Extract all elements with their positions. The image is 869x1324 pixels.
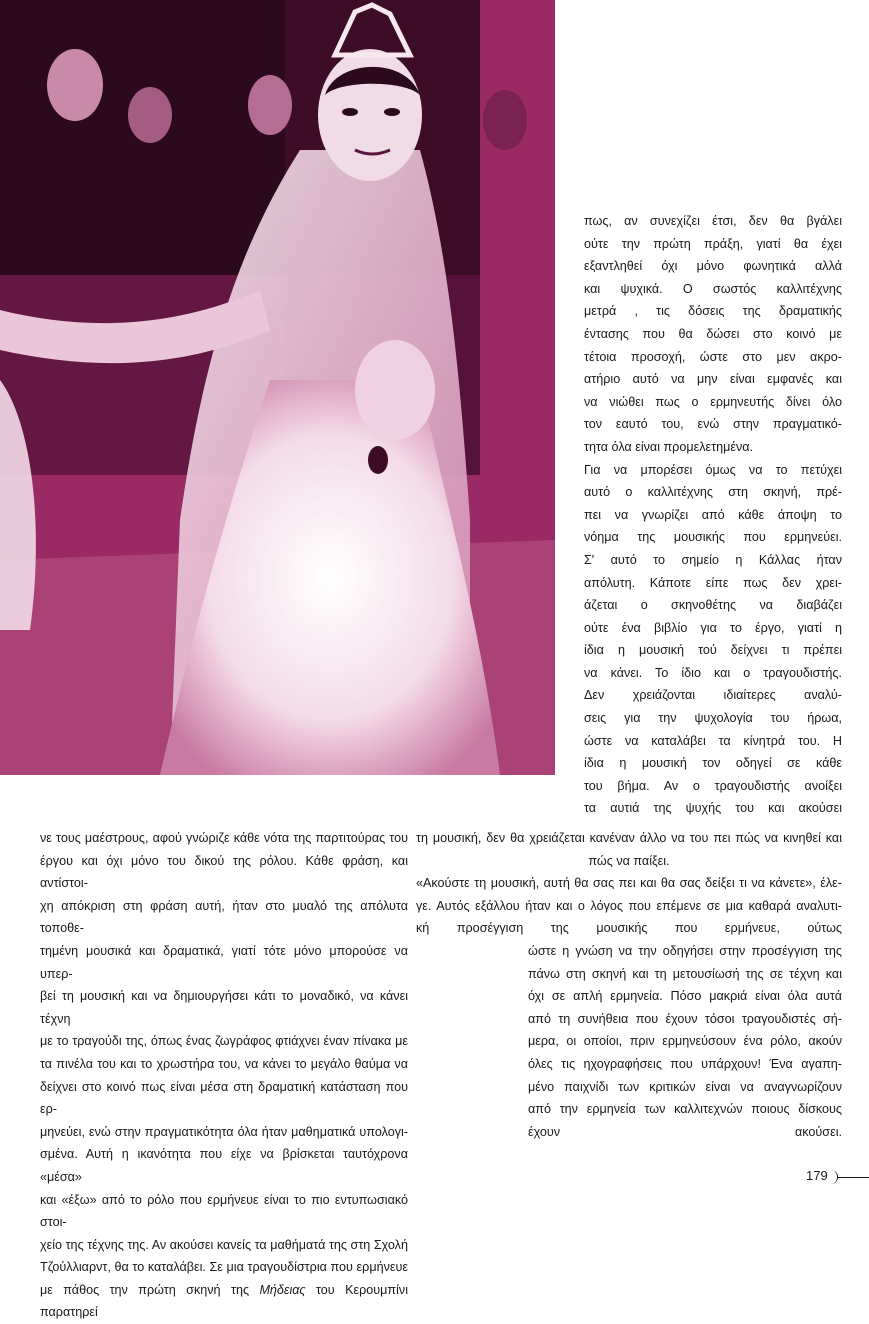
text-line: πώς να παίξει.	[588, 853, 670, 868]
photo-callas-medea	[0, 0, 555, 775]
text-line: και ψυχικά. Ο σωστός καλλιτέχνης	[584, 281, 842, 296]
text-line: ίδια η μουσική τού δείχνει τι πρέπει	[584, 643, 842, 658]
text-line: δείχνει στο κοινό πως είναι μέσα στη δραματική κατάσταση που ερ-	[40, 1079, 408, 1117]
text-line: αυτό ο καλλιτέχνης στη σκηνή, πρέ-	[584, 485, 842, 500]
text-line: νόημα της μουσικής που ερμηνεύει.	[584, 530, 842, 545]
text-line: ούτε την πρώτη πράξη, γιατί θα έχει	[584, 236, 842, 251]
text-line: ούτε ένα βιβλίο για το έργο, γιατί η	[584, 620, 842, 635]
text-line: έργου και όχι μόνο του δικού της ρόλου. Κάθε φράση, και αντίστοι-	[40, 853, 408, 891]
text-line: βεί τη μουσική και να δημιουργήσει κάτι το μοναδικό, να κάνει τέχνη	[40, 989, 408, 1026]
text-line: του βήμα. Αν ο τραγουδιστής ανοίξει	[584, 778, 842, 793]
text-column-middle	[416, 827, 842, 1143]
text-line: έχουν ακούσει.	[528, 1124, 842, 1139]
text-fragment: με πάθος την πρώτη σκηνή της	[40, 1282, 260, 1297]
text-line: μηνεύει, ενώ στην πραγματικότητα όλα ήταν μαθηματικά υπολογι-	[40, 1124, 408, 1139]
text-line: τημένη μουσικά και δραματικά, γιατί τότε μόνο μπορούσε να υπερ-	[40, 943, 408, 981]
background-figure	[47, 49, 103, 121]
page-number-rule	[838, 1177, 869, 1178]
text-line: ατήριο αυτό να μην είναι εμφανές και	[584, 372, 842, 387]
text-line: απόλυτη. Κάποτε είπε πως δεν χρει-	[584, 575, 842, 590]
text-line: ίδια η μουσική τον οδηγεί σε κάθε	[584, 756, 842, 771]
text-column-right	[584, 210, 842, 820]
text-line: τον εαυτό του, ενώ στην πραγματικό-	[584, 417, 842, 432]
text-line: πει να γνωρίζει από κάθε άποψη το	[584, 507, 842, 522]
text-line: μετρά , τις δόσεις της δραματικής	[584, 304, 842, 319]
text-line: ώστε η γνώση να την οδηγήσει στην προσέγγιση της	[528, 943, 842, 958]
text-line: χείο της τέχνης της. Αν ακούσει κανείς τα μαθήματά της στη Σχολή	[40, 1237, 408, 1252]
text-line: άζεται ο σκηνοθέτης να διαβάζει	[584, 598, 842, 613]
text-line: τητα όλα είναι προμελετημένα.	[584, 439, 754, 454]
text-line: σεις για την ψυχολογία του ήρωα,	[584, 711, 842, 726]
background-figure	[128, 87, 172, 143]
page-number-bracket	[829, 1170, 838, 1184]
text-line: Σ' αυτό το σημείο η Κάλλας ήταν	[584, 552, 842, 567]
background-figure	[248, 75, 292, 135]
hand	[355, 340, 435, 440]
text-line: «Ακούστε τη μουσική, αυτή θα σας πει και θα σας δείξει τι να κάνετε», έλε-	[416, 876, 842, 891]
text-line: όλες τις ηχογραφήσεις που υπάρχουν! Ένα αγαπη-	[528, 1056, 842, 1071]
photo-illustration	[0, 0, 555, 775]
text-line: πως, αν συνεχίζει έτσι, δεν θα βγάλει	[584, 214, 842, 228]
text-line: έντασης που θα δώσει στο κοινό με	[584, 326, 842, 341]
text-line	[40, 1279, 408, 1324]
text-line: να κάνει. Το ίδιο και ο τραγουδιστής.	[584, 665, 842, 680]
text-line: από την ερμηνεία των καλλιτεχνών ποιους δίσκους	[528, 1102, 842, 1117]
text-line: πάνω στη σκηνή και τη μετουσίωσή της σε τέχνη και	[528, 966, 842, 981]
page-number: 179	[806, 1168, 828, 1183]
text-line: Δεν χρειάζονται ιδιαίτερες αναλύ-	[584, 688, 842, 703]
text-column-left	[40, 827, 408, 1324]
text-line: και «έξω» από το ρόλο που ερμήνευε είναι το πιο εντυπωσιακό στοι-	[40, 1192, 408, 1230]
text-line: μένο παιχνίδι των κριτικών είναι να αναγνωρίζουν	[528, 1079, 842, 1094]
text-line: γε. Αυτός εξάλλου ήταν και ο λόγος που επέμενε σε μια καθαρά αναλυτι-	[416, 898, 842, 913]
text-line: Τζούλλιαρντ, θα το καταλάβει. Σε μια τραγουδίστρια που ερμήνευε	[40, 1260, 408, 1275]
text-line: σμένα. Αυτή η ικανότητα που είχε να βρίσκεται ταυτόχρονα «μέσα»	[40, 1147, 408, 1184]
text-line: τα πινέλα του και το χρωστήρα του, να κάνει το μεγάλο θαύμα να	[40, 1056, 408, 1071]
text-fragment: του Κερουμπίνι παρατηρεί	[40, 1282, 408, 1320]
opera-title: Μήδειας	[259, 1282, 306, 1297]
text-line: μερα, οι οποίοι, πριν ερμηνεύσουν ένα ρόλο, ακούν	[528, 1034, 842, 1049]
text-line: Για να μπορέσει όμως να το πετύχει	[584, 462, 842, 477]
text-line: τέτοια προσοχή, ώστε στο μεν ακρο-	[584, 349, 842, 364]
text-line: τα αυτιά της ψυχής του και ακούσει	[584, 801, 842, 816]
text-line: να νιώθει πως ο ερμηνευτής δίνει όλο	[584, 394, 842, 409]
background-figure	[483, 90, 527, 150]
text-line: ώστε να καταλάβει τα κίνητρά του. Η	[584, 733, 842, 748]
text-line: εξαντληθεί όχι μόνο φωνητικά αλλά	[584, 259, 842, 274]
text-line: όχι σε απλή ερμηνεία. Πόσο μακριά είναι όλα αυτά	[528, 989, 842, 1004]
pendant	[368, 446, 388, 474]
text-line: από τη συνήθεια που έχουν τόσοι τραγουδιστές σή-	[528, 1011, 842, 1026]
text-line: χη απόκριση στη φράση αυτή, ήταν στο μυαλό της απόλυτα τοποθε-	[40, 898, 408, 936]
text-line: κή προσέγγιση της μουσικής που ερμήνευε, ούτως	[416, 921, 842, 936]
text-line: νε τους μαέστρους, αφού γνώριζε κάθε νότα της παρτιτούρας του	[40, 831, 408, 845]
text-line: με το τραγούδι της, όπως ένας ζωγράφος φτιάχνει έναν πίνακα με	[40, 1034, 408, 1049]
text-line: τη μουσική, δεν θα χρειάζεται κανέναν άλλο να του πει πώς να κινηθεί και	[416, 831, 842, 845]
